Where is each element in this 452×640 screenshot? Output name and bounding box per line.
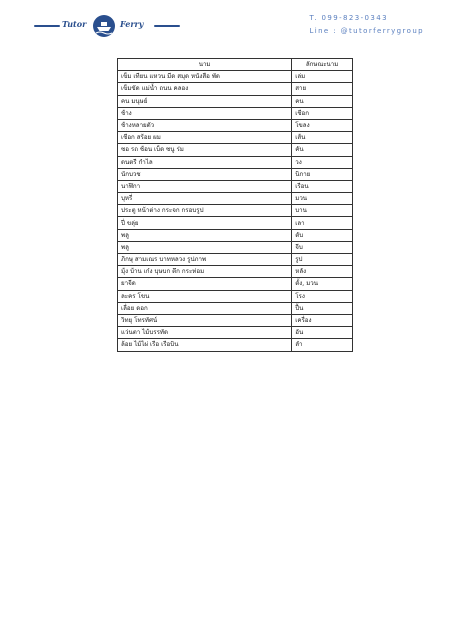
noun-cell: ช้าง <box>118 107 292 119</box>
table-row <box>118 241 353 253</box>
noun-cell: ซอ รถ ช้อน เบ็ด ซนู ร่ม <box>118 144 292 156</box>
noun-cell: เข็มขัด แม่น้ำ ถนน คลอง <box>118 83 292 95</box>
noun-cell: ประตู หน้าต่าง กระจก กรอบรูป <box>118 205 292 217</box>
table-row <box>118 229 353 241</box>
noun-cell: แว่นตา ไม้บรรทัด <box>118 327 292 339</box>
classifier-cell: วง <box>292 156 353 168</box>
classifier-cell: ตั้ง, มวน <box>292 278 353 290</box>
classifier-cell: บาน <box>292 205 353 217</box>
table-row <box>118 132 353 144</box>
noun-cell: นาฬิกา <box>118 180 292 192</box>
logo-left-swoosh <box>34 25 60 27</box>
ferry-badge-icon <box>92 14 116 38</box>
table-row <box>118 168 353 180</box>
table-row <box>118 314 353 326</box>
noun-cell: คน มนุษย์ <box>118 95 292 107</box>
table-row <box>118 180 353 192</box>
column-header-classifier: ลักษณะนาม <box>292 59 353 71</box>
page-header <box>0 0 452 50</box>
classifier-cell: อัน <box>292 327 353 339</box>
table-row <box>118 278 353 290</box>
table-row <box>118 119 353 131</box>
classifier-cell: เครื่อง <box>292 314 353 326</box>
table-row <box>118 327 353 339</box>
classifier-cell: เส้น <box>292 132 353 144</box>
table-row <box>118 254 353 266</box>
table-row <box>118 339 353 351</box>
noun-cell: ช้างหลายตัว <box>118 119 292 131</box>
classifier-cell: โรง <box>292 290 353 302</box>
classifier-cell: นิกาย <box>292 168 353 180</box>
noun-cell: ละคร โขน <box>118 290 292 302</box>
noun-cell: ปี่ ขลุ่ย <box>118 217 292 229</box>
classifier-cell: เรือน <box>292 180 353 192</box>
noun-cell: ยาจีด <box>118 278 292 290</box>
classifier-cell: จีบ <box>292 241 353 253</box>
table-row <box>118 266 353 278</box>
tutor-ferry-logo <box>34 14 184 38</box>
classifier-cell: ลำ <box>292 339 353 351</box>
classifier-cell: เล่ม <box>292 71 353 83</box>
table-row <box>118 217 353 229</box>
noun-cell: วิทยุ โทรทัศน์ <box>118 314 292 326</box>
classifier-cell: ตับ <box>292 229 353 241</box>
contact-info <box>309 12 424 38</box>
classifier-cell: มวน <box>292 193 353 205</box>
noun-cell: มุ้ง บ้าน เก๋ง บุษบก ตึก กระท่อม <box>118 266 292 278</box>
noun-cell: พลู <box>118 229 292 241</box>
line-id: Line : @tutorferrygroup <box>309 27 424 35</box>
logo-right-text: Ferry <box>120 19 144 29</box>
noun-cell: บุหรี่ <box>118 193 292 205</box>
classifier-cell: หลัง <box>292 266 353 278</box>
table-row <box>118 290 353 302</box>
phone-number: T. 099-823-0343 <box>309 14 388 22</box>
table-row <box>118 205 353 217</box>
table-row <box>118 193 353 205</box>
table-row <box>118 95 353 107</box>
classifier-cell: โขลง <box>292 119 353 131</box>
table-header-row <box>118 59 353 71</box>
classifier-cell: ปื้น <box>292 302 353 314</box>
classifier-cell: เชือก <box>292 107 353 119</box>
noun-cell: นักบวช <box>118 168 292 180</box>
classifier-cell: เลา <box>292 217 353 229</box>
noun-cell: พลู <box>118 241 292 253</box>
table-row <box>118 144 353 156</box>
table-row <box>118 156 353 168</box>
noun-cell: ล้อย ไม้ไผ่ เรือ เรือบิน <box>118 339 292 351</box>
table-row <box>118 71 353 83</box>
table-row <box>118 302 353 314</box>
noun-cell: ดนตรี กำไล <box>118 156 292 168</box>
noun-cell: เลื่อย ดอก <box>118 302 292 314</box>
noun-cell: เข็ม เทียน แหวน มีด สมุด หนังสือ พัด <box>118 71 292 83</box>
logo-right-swoosh <box>154 25 180 27</box>
table-row <box>118 83 353 95</box>
classifier-cell: รูป <box>292 254 353 266</box>
noun-cell: เชือก สร้อย ผม <box>118 132 292 144</box>
classifier-table <box>117 58 353 352</box>
classifier-cell: สาย <box>292 83 353 95</box>
table-row <box>118 107 353 119</box>
logo-left-text: Tutor <box>62 19 87 29</box>
noun-cell: ภิกษุ สามเณร บาทหลวง รูปภาพ <box>118 254 292 266</box>
classifier-cell: คน <box>292 95 353 107</box>
column-header-noun: นาม <box>118 59 292 71</box>
classifier-cell: คัน <box>292 144 353 156</box>
